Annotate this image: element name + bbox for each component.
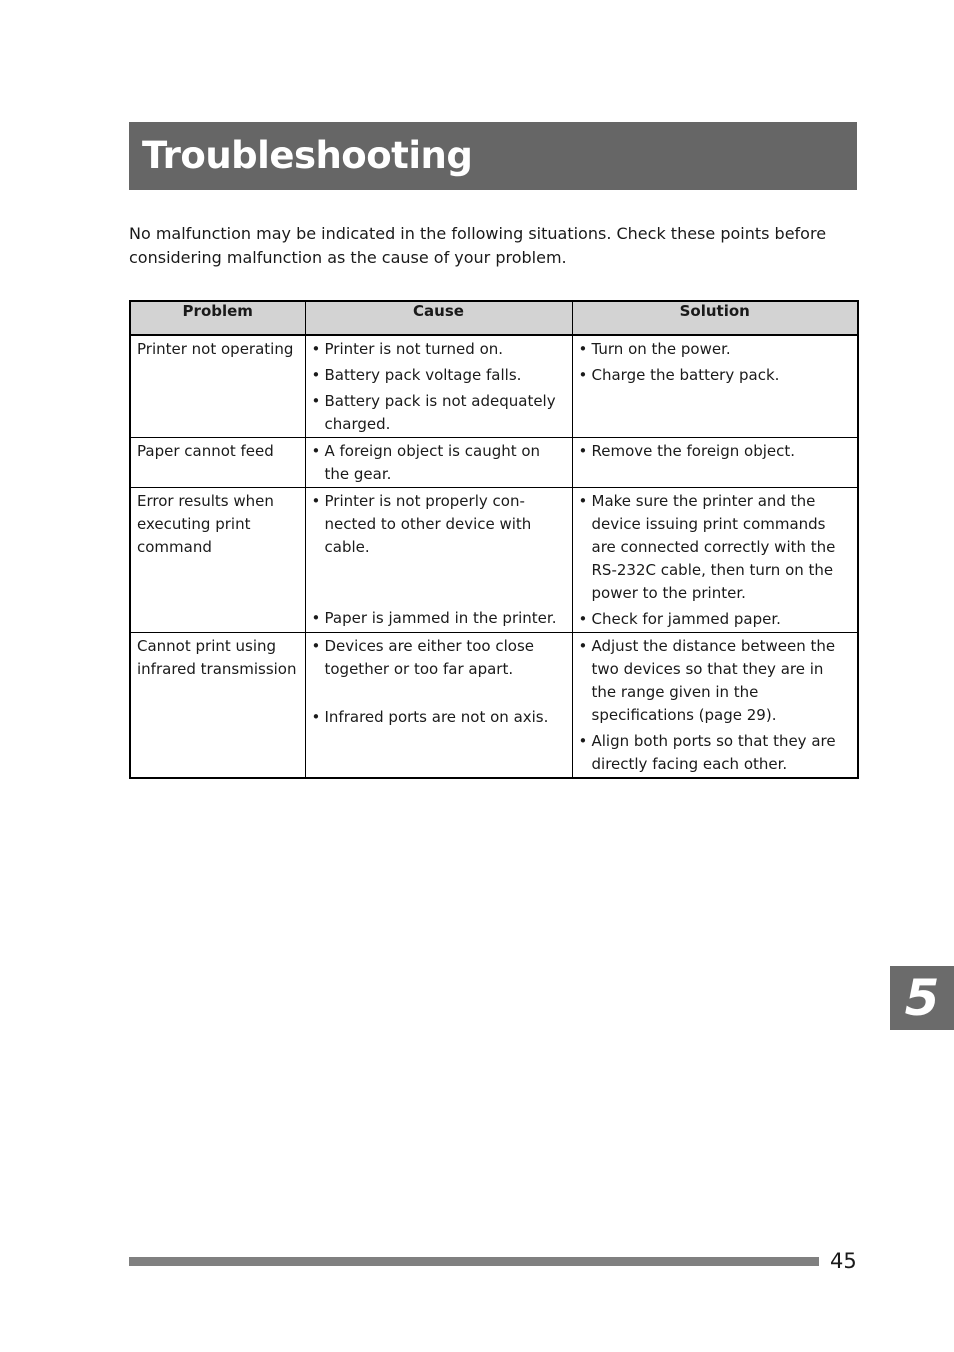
column-header-cause: Cause: [305, 301, 572, 335]
cause-item: • Battery pack voltage falls.: [312, 364, 566, 387]
cause-item: • Printer is not properly con- nected to other device with cable.: [312, 490, 566, 559]
cause-cell: [305, 438, 572, 488]
footer-rule: [129, 1257, 819, 1266]
cause-item: • Paper is jammed in the printer.: [312, 607, 566, 630]
problem-cell: Paper cannot feed: [130, 438, 305, 488]
intro-paragraph: No malfunction may be indicated in the following situations. Check these points before considering malfunction as the cause of your problem.: [129, 224, 827, 267]
solution-cell: [572, 335, 858, 438]
table-row: [130, 335, 858, 438]
problem-cell: Printer not operating: [130, 335, 305, 438]
cause-item: • A foreign object is caught on the gear.: [312, 440, 566, 486]
page-title: Troubleshooting: [142, 134, 473, 177]
table-row: [130, 633, 858, 779]
column-header-solution: Solution: [572, 301, 858, 335]
chapter-tab: 5: [890, 966, 954, 1030]
cause-cell: [305, 488, 572, 633]
troubleshooting-table: [129, 300, 859, 779]
table-header-row: [130, 301, 858, 335]
solution-item: • Adjust the distance between the two devices so that they are in the range given in the specifications (page 29).: [579, 635, 852, 727]
table-row: [130, 438, 858, 488]
cause-item: • Battery pack is not adequately charged.: [312, 390, 566, 436]
title-bar: [129, 122, 857, 190]
cause-item: • Infrared ports are not on axis.: [312, 706, 566, 729]
solution-cell: [572, 438, 858, 488]
table-row: [130, 488, 858, 633]
solution-item: • Charge the battery pack.: [579, 364, 852, 387]
problem-cell: Cannot print using infrared transmission: [130, 633, 305, 779]
solution-cell: [572, 488, 858, 633]
solution-item: • Turn on the power.: [579, 338, 852, 361]
problem-cell: Error results when executing print command: [130, 488, 305, 633]
cause-item: • Devices are either too close together or too far apart.: [312, 635, 566, 681]
cause-cell: [305, 335, 572, 438]
solution-item: • Check for jammed paper.: [579, 608, 852, 631]
cause-item: • Printer is not turned on.: [312, 338, 566, 361]
column-header-problem: Problem: [130, 301, 305, 335]
cause-cell: [305, 633, 572, 779]
solution-item: • Make sure the printer and the device issuing print commands are connected correctly with the RS-232C cable, then turn on the power to the printer.: [579, 490, 852, 605]
solution-cell: [572, 633, 858, 779]
page-number: 45: [830, 1249, 857, 1273]
solution-item: • Align both ports so that they are directly facing each other.: [579, 730, 852, 776]
solution-item: • Remove the foreign object.: [579, 440, 852, 463]
